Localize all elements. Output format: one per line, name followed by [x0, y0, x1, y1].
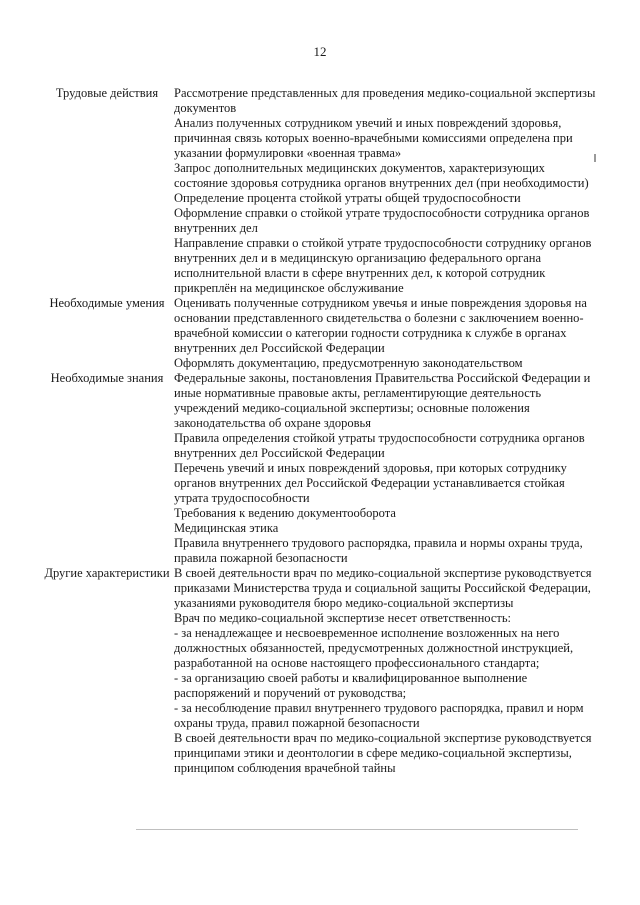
row-required-knowledge — [40, 371, 600, 566]
row-content-required-knowledge — [174, 371, 600, 566]
row-label-labor-actions: Трудовые действия — [55, 86, 159, 100]
table-bottom-rule — [136, 829, 578, 830]
characteristic-item: - за несоблюдение правил внутреннего трудового распорядка, правил и норм охраны труда, правил пожарной безопасности — [174, 701, 584, 730]
row-label-other-characteristics: Другие характеристики — [44, 566, 170, 580]
standard-table — [40, 86, 600, 776]
characteristic-item: Врач по медико-социальной экспертизе несет ответственность: — [174, 611, 512, 625]
characteristic-item: В своей деятельности врач по медико-социальной экспертизе руководствуется принципами этики и деонтологии в сфере медико-социальной экспертизы, принципом соблюдения врачебной тайны — [174, 731, 592, 775]
skill-item: Оценивать полученные сотрудником увечья и иные повреждения здоровья на основании представленного свидетельства о болезни с заключением военно-врачебной комиссии о категории годности сотрудника к службе в органах внутренних дел Российской Федерации — [174, 296, 587, 355]
knowledge-item: Правила определения стойкой утраты трудоспособности сотрудника органов внутренних дел Российской Федерации — [174, 431, 585, 460]
row-other-characteristics — [40, 566, 600, 776]
knowledge-item: Перечень увечий и иных повреждений здоровья, при которых сотруднику органов внутренних дел Российской Федерации устанавливается стойкая утрата трудоспособности — [174, 461, 567, 505]
row-content-required-skills — [174, 296, 600, 371]
row-content-labor-actions — [174, 86, 600, 296]
labor-action-item: Направление справки о стойкой утрате трудоспособности сотруднику органов внутренних дел и в медицинскую организацию федерального органа исполнительной власти в сфере внутренних дел, к которой сотрудник прикреплён на медицинское обслуживание — [174, 236, 592, 295]
knowledge-item: Правила внутреннего трудового распорядка, правила и нормы охраны труда, правила пожарной безопасности — [174, 536, 583, 565]
characteristic-item: - за организацию своей работы и квалифицированное выполнение распоряжений и поручений от руководства; — [174, 671, 528, 700]
page-number: 12 — [313, 44, 327, 59]
knowledge-item: Требования к ведению документооборота — [174, 506, 396, 520]
row-content-other-characteristics — [174, 566, 600, 776]
labor-action-item: Оформление справки о стойкой утрате трудоспособности сотрудника органов внутренних дел — [174, 206, 590, 235]
row-label-required-knowledge: Необходимые знания — [50, 371, 164, 385]
labor-action-item: Рассмотрение представленных для проведения медико-социальной экспертизы документов — [174, 86, 596, 115]
labor-action-item: Анализ полученных сотрудником увечий и иных повреждений здоровья, причинная связь которых военно-врачебными комиссиями определена при указании формулировки «военная травма» — [174, 116, 573, 160]
row-label-required-skills: Необходимые умения — [49, 296, 165, 310]
characteristic-item: В своей деятельности врач по медико-социальной экспертизе руководствуется приказами Министерства труда и социальной защиты Российской Федерации, указаниями руководителя бюро медико-социальной экспертизы — [174, 566, 592, 610]
labor-action-item: Запрос дополнительных медицинских документов, характеризующих состояние здоровья сотрудника органов внутренних дел (при необходимости) — [174, 161, 589, 190]
knowledge-item: Федеральные законы, постановления Правительства Российской Федерации и иные нормативные правовые акты, регламентирующие деятельность учреждений медико-социальной экспертизы; основные положения законодательства об охране здоровья — [174, 371, 591, 430]
characteristic-item: - за ненадлежащее и несвоевременное исполнение возложенных на него должностных обязанностей, предусмотренных должностной инструкцией, разработанной на основе настоящего профессионального стандарта; — [174, 626, 574, 670]
row-required-skills — [40, 296, 600, 371]
row-labor-actions — [40, 86, 600, 296]
knowledge-item: Медицинская этика — [174, 521, 279, 535]
labor-action-item: Определение процента стойкой утраты общей трудоспособности — [174, 191, 521, 205]
skill-item: Оформлять документацию, предусмотренную законодательством — [174, 356, 523, 370]
